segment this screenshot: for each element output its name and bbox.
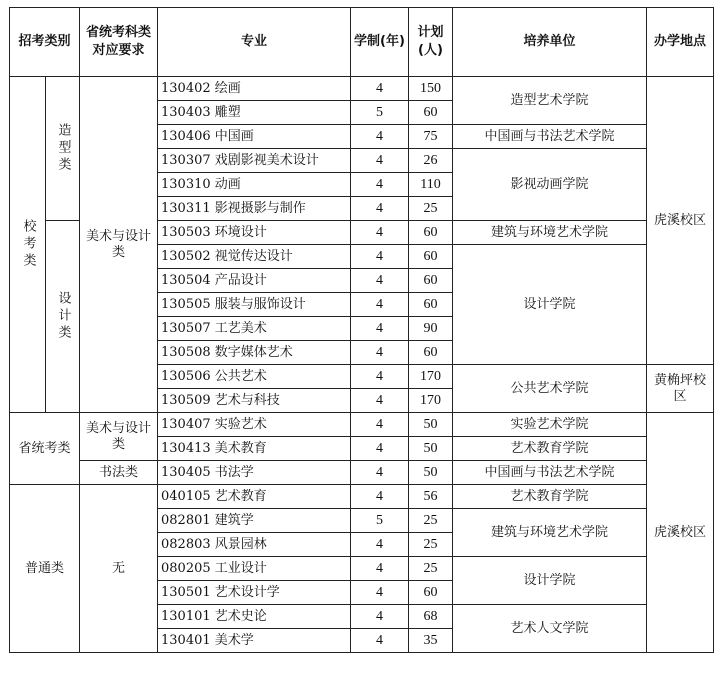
header-plan: 计划(人) (409, 8, 453, 77)
major-cell: 130403 雕塑 (158, 101, 351, 125)
plan-cell: 60 (409, 341, 453, 365)
years-cell: 4 (351, 581, 409, 605)
table-row (10, 485, 714, 509)
years-cell: 4 (351, 125, 409, 149)
plan-cell: 75 (409, 125, 453, 149)
years-cell: 4 (351, 293, 409, 317)
table-row (10, 461, 714, 485)
years-cell: 5 (351, 101, 409, 125)
plan-cell: 26 (409, 149, 453, 173)
years-cell: 4 (351, 533, 409, 557)
school-cell: 实验艺术学院 (453, 413, 647, 437)
header-duration: 学制(年) (351, 8, 409, 77)
group-sheji: 设计类 (46, 221, 80, 413)
major-cell: 130101 艺术史论 (158, 605, 351, 629)
table-row (10, 413, 714, 437)
major-cell: 130504 产品设计 (158, 269, 351, 293)
school-cell: 中国画与书法艺术学院 (453, 125, 647, 149)
years-cell: 4 (351, 557, 409, 581)
school-cell: 公共艺术学院 (453, 365, 647, 413)
years-cell: 5 (351, 509, 409, 533)
plan-cell: 68 (409, 605, 453, 629)
table-row (10, 77, 714, 101)
campus-cell: 虎溪校区 (647, 413, 714, 653)
major-cell: 130405 书法学 (158, 461, 351, 485)
group-putong: 普通类 (10, 485, 80, 653)
school-cell: 中国画与书法艺术学院 (453, 461, 647, 485)
school-cell: 艺术教育学院 (453, 437, 647, 461)
campus-cell: 黄桷坪校区 (647, 365, 714, 413)
major-cell: 130401 美术学 (158, 629, 351, 653)
years-cell: 4 (351, 269, 409, 293)
plan-cell: 60 (409, 101, 453, 125)
years-cell: 4 (351, 485, 409, 509)
major-cell: 130507 工艺美术 (158, 317, 351, 341)
school-cell: 建筑与环境艺术学院 (453, 221, 647, 245)
plan-cell: 60 (409, 293, 453, 317)
major-cell: 130503 环境设计 (158, 221, 351, 245)
years-cell: 4 (351, 149, 409, 173)
major-cell: 130311 影视摄影与制作 (158, 197, 351, 221)
years-cell: 4 (351, 605, 409, 629)
plan-cell: 50 (409, 413, 453, 437)
years-cell: 4 (351, 221, 409, 245)
plan-cell: 90 (409, 317, 453, 341)
major-cell: 082801 建筑学 (158, 509, 351, 533)
group-zaoxing: 造型类 (46, 77, 80, 221)
major-cell: 130402 绘画 (158, 77, 351, 101)
school-cell: 影视动画学院 (453, 149, 647, 221)
plan-cell: 150 (409, 77, 453, 101)
plan-cell: 35 (409, 629, 453, 653)
major-cell: 130509 艺术与科技 (158, 389, 351, 413)
header-campus: 办学地点 (647, 8, 714, 77)
years-cell: 4 (351, 365, 409, 389)
plan-cell: 170 (409, 389, 453, 413)
school-cell: 建筑与环境艺术学院 (453, 509, 647, 557)
header-major: 专业 (158, 8, 351, 77)
group-meishu-sheji-2: 美术与设计类 (80, 413, 158, 461)
plan-cell: 25 (409, 533, 453, 557)
school-cell: 艺术教育学院 (453, 485, 647, 509)
plan-cell: 110 (409, 173, 453, 197)
years-cell: 4 (351, 77, 409, 101)
years-cell: 4 (351, 629, 409, 653)
major-cell: 040105 艺术教育 (158, 485, 351, 509)
major-cell: 130406 中国画 (158, 125, 351, 149)
header-school: 培养单位 (453, 8, 647, 77)
major-cell: 130407 实验艺术 (158, 413, 351, 437)
major-cell: 082803 风景园林 (158, 533, 351, 557)
major-cell: 080205 工业设计 (158, 557, 351, 581)
plan-cell: 25 (409, 557, 453, 581)
years-cell: 4 (351, 413, 409, 437)
plan-cell: 170 (409, 365, 453, 389)
school-cell: 艺术人文学院 (453, 605, 647, 653)
group-wu: 无 (80, 485, 158, 653)
plan-cell: 25 (409, 509, 453, 533)
major-cell: 130506 公共艺术 (158, 365, 351, 389)
campus-cell: 虎溪校区 (647, 77, 714, 365)
plan-cell: 50 (409, 437, 453, 461)
major-cell: 130310 动画 (158, 173, 351, 197)
header-category: 招考类别 (10, 8, 80, 77)
header-row (10, 8, 714, 77)
major-cell: 130501 艺术设计学 (158, 581, 351, 605)
school-cell: 设计学院 (453, 245, 647, 365)
plan-cell: 50 (409, 461, 453, 485)
major-cell: 130502 视觉传达设计 (158, 245, 351, 269)
years-cell: 4 (351, 461, 409, 485)
major-cell: 130413 美术教育 (158, 437, 351, 461)
admission-plan-table (9, 7, 714, 653)
school-cell: 设计学院 (453, 557, 647, 605)
group-shengtong: 省统考类 (10, 413, 80, 485)
plan-cell: 60 (409, 245, 453, 269)
group-xiaokao: 校考类 (10, 77, 46, 413)
major-cell: 130508 数字媒体艺术 (158, 341, 351, 365)
plan-cell: 60 (409, 221, 453, 245)
school-cell: 造型艺术学院 (453, 77, 647, 125)
plan-cell: 60 (409, 269, 453, 293)
years-cell: 4 (351, 245, 409, 269)
years-cell: 4 (351, 197, 409, 221)
plan-cell: 25 (409, 197, 453, 221)
header-province-req: 省统考科类对应要求 (80, 8, 158, 77)
group-meishu-sheji: 美术与设计类 (80, 77, 158, 413)
years-cell: 4 (351, 317, 409, 341)
major-cell: 130505 服装与服饰设计 (158, 293, 351, 317)
group-shufa: 书法类 (80, 461, 158, 485)
years-cell: 4 (351, 437, 409, 461)
plan-cell: 56 (409, 485, 453, 509)
plan-cell: 60 (409, 581, 453, 605)
years-cell: 4 (351, 173, 409, 197)
years-cell: 4 (351, 389, 409, 413)
major-cell: 130307 戏剧影视美术设计 (158, 149, 351, 173)
years-cell: 4 (351, 341, 409, 365)
